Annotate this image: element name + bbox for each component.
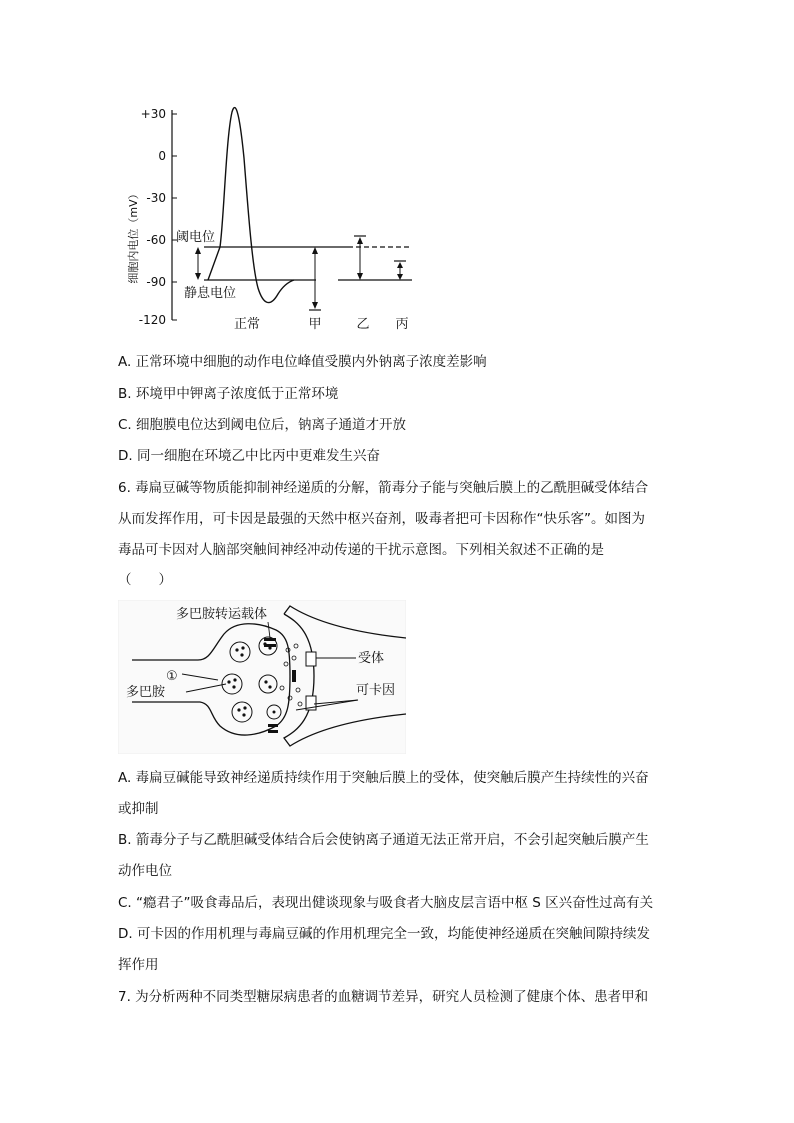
resting-label: 静息电位	[184, 286, 237, 301]
y-tick-label: 0	[158, 149, 166, 163]
q5-option-a: A. 正常环境中细胞的动作电位峰值受膜内外钠离子浓度差影响	[118, 354, 487, 370]
q5-option-c: C. 细胞膜电位达到阈电位后，钠离子通道才开放	[118, 417, 407, 433]
x-label-jia: 甲	[308, 317, 322, 332]
q6-stem-line: 6. 毒扁豆碱等物质能抑制神经递质的分解，箭毒分子能与突触后膜上的乙酰胆碱受体结合	[118, 480, 649, 496]
dopamine-label: 多巴胺	[126, 685, 166, 700]
q5-option-d: D. 同一细胞在环境乙中比丙中更难发生兴奋	[118, 448, 380, 464]
y-tick-label: +30	[140, 107, 166, 121]
membrane-potential-figure	[118, 98, 428, 338]
q6-option-a: A. 毒扁豆碱能导致神经递质持续作用于突触后膜上的受体，使突触后膜产生持续性的兴奋	[118, 770, 649, 786]
x-label-bing: 丙	[395, 317, 409, 332]
q6-option-b-cont: 动作电位	[118, 863, 172, 879]
circle-1-label: ①	[166, 669, 178, 684]
x-label-yi: 乙	[356, 317, 370, 332]
x-label-normal: 正常	[233, 317, 261, 332]
cocaine-label: 可卡因	[356, 683, 396, 698]
q6-stem-line: 从而发挥作用，可卡因是最强的天然中枢兴奋剂，吸毒者把可卡因称作“快乐客”。如图为	[118, 511, 645, 527]
q5-option-b: B. 环境甲中钾离子浓度低于正常环境	[118, 386, 339, 402]
q6-option-a-cont: 或抑制	[118, 801, 159, 817]
q6-option-d: D. 可卡因的作用机理与毒扁豆碱的作用机理完全一致，均能使神经递质在突触间隙持续发	[118, 926, 650, 942]
y-tick-label: -30	[146, 191, 166, 205]
transporter-label: 多巴胺转运载体	[176, 607, 268, 622]
synapse-figure	[118, 600, 406, 754]
y-tick-label: -90	[146, 275, 166, 289]
q6-option-c: C. “瘾君子”吸食毒品后，表现出健谈现象与吸食者大脑皮层言语中枢 S 区兴奋性过高有关	[118, 895, 654, 911]
q6-option-d-cont: 挥作用	[118, 957, 159, 973]
y-tick-label: -60	[146, 233, 166, 247]
y-tick-label: -120	[138, 313, 166, 327]
y-axis-label: 细胞内电位（mV）	[127, 188, 140, 284]
q7-stem-line: 7. 为分析两种不同类型糖尿病患者的血糖调节差异，研究人员检测了健康个体、患者甲和	[118, 989, 649, 1005]
q6-answer-bracket: （ ）	[118, 572, 172, 588]
q6-option-b: B. 箭毒分子与乙酰胆碱受体结合后会使钠离子通道无法正常开启，不会引起突触后膜产生	[118, 832, 649, 848]
receptor-label: 受体	[358, 651, 385, 666]
action-potential-curve	[208, 108, 294, 303]
q6-stem-line: 毒品可卡因对人脑部突触间神经冲动传递的干扰示意图。下列相关叙述不正确的是	[118, 542, 604, 558]
receptor-shape	[306, 652, 316, 666]
threshold-label: 阈电位	[176, 230, 216, 245]
